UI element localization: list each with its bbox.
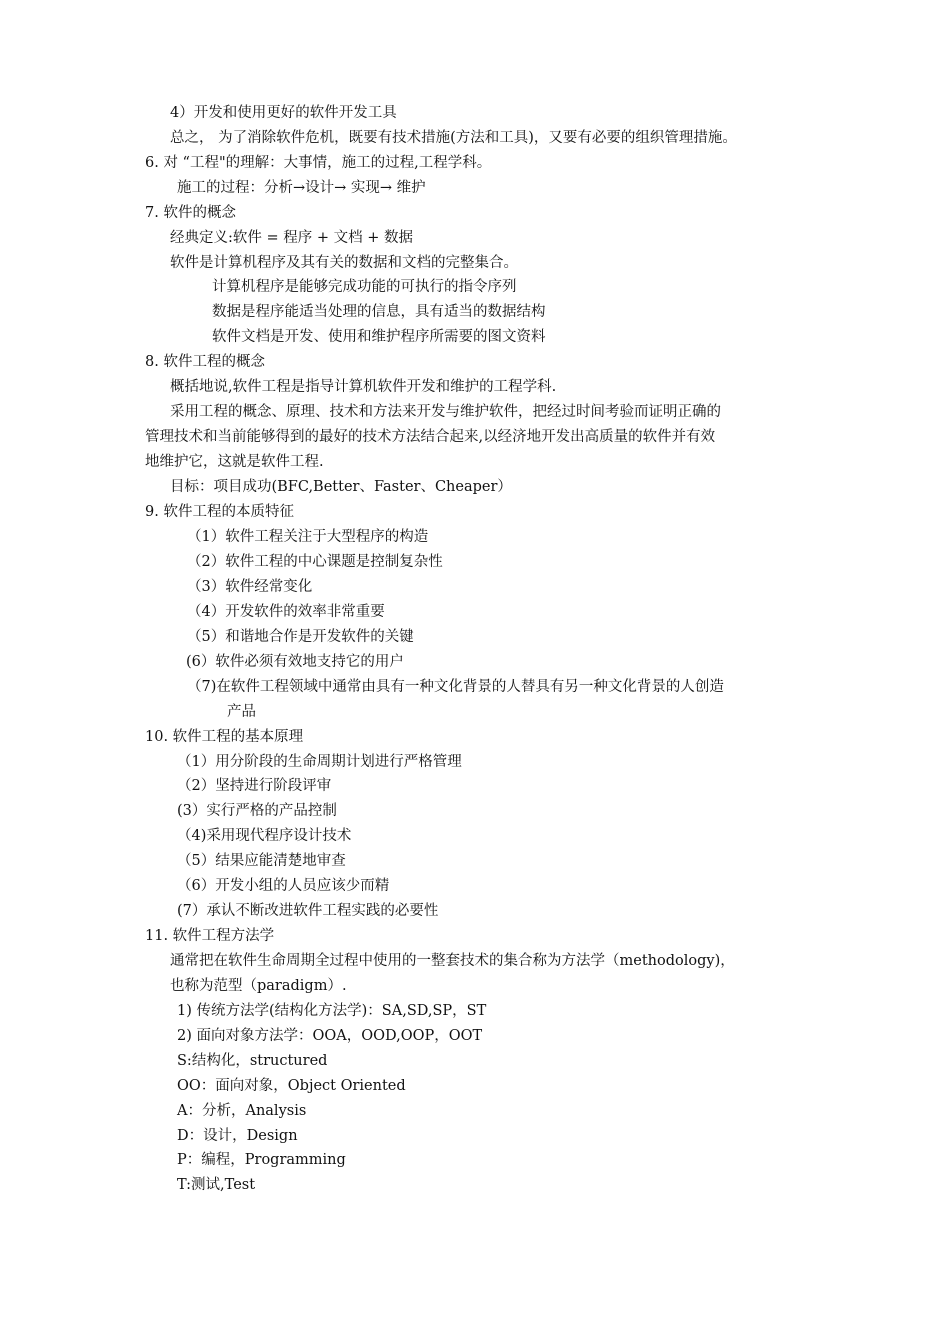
text-line: 软件是计算机程序及其有关的数据和文档的完整集合。 xyxy=(170,255,518,271)
list-item-continuation: 产品 xyxy=(227,704,256,720)
text-line: 经典定义:软件 = 程序 + 文档 + 数据 xyxy=(170,230,413,246)
section-heading: 6. 对 “工程"的理解：大事情，施工的过程,工程学科。 xyxy=(145,155,492,171)
list-item: （7)在软件工程领域中通常由具有一种文化背景的人替具有另一种文化背景的人创造 xyxy=(187,679,724,695)
text-line: 地维护它，这就是软件工程. xyxy=(145,454,324,470)
section-heading: 11. 软件工程方法学 xyxy=(145,928,275,944)
text-line: 管理技术和当前能够得到的最好的技术方法结合起来,以经济地开发出高质量的软件并有效 xyxy=(145,429,716,445)
list-item: （3）软件经常变化 xyxy=(187,579,313,595)
text-line: 采用工程的概念、原理、技术和方法来开发与维护软件，把经过时间考验而证明正确的 xyxy=(170,404,721,420)
text-line: 概括地说,软件工程是指导计算机软件开发和维护的工程学科. xyxy=(170,379,557,395)
text-line: 计算机程序是能够完成功能的可执行的指令序列 xyxy=(212,279,517,295)
text-line: 施工的过程：分析→设计→ 实现→ 维护 xyxy=(177,180,426,196)
list-item: 2) 面向对象方法学：OOA，OOD,OOP，OOT xyxy=(177,1028,483,1044)
text-line: 软件文档是开发、使用和维护程序所需要的图文资料 xyxy=(212,329,546,345)
text-line: T:测试,Test xyxy=(177,1177,256,1193)
text-line: A：分析，Analysis xyxy=(177,1103,307,1119)
text-line: 目标：项目成功(BFC,Better、Faster、Cheaper） xyxy=(170,479,512,495)
text-line: OO：面向对象，Object Oriented xyxy=(177,1078,406,1094)
text-line: S:结构化，structured xyxy=(177,1053,328,1069)
list-item: (7）承认不断改进软件工程实践的必要性 xyxy=(177,903,439,919)
text-line: 数据是程序能适当处理的信息，具有适当的数据结构 xyxy=(212,304,546,320)
text-line: D：设计，Design xyxy=(177,1128,298,1144)
list-item: （4）开发软件的效率非常重要 xyxy=(187,604,385,620)
list-item: （1）用分阶段的生命周期计划进行严格管理 xyxy=(177,754,462,770)
section-heading: 10. 软件工程的基本原理 xyxy=(145,729,304,745)
text-line: 通常把在软件生命周期全过程中使用的一整套技术的集合称为方法学（methodology)， xyxy=(170,953,735,969)
section-heading: 7. 软件的概念 xyxy=(145,205,236,221)
list-item: （4)采用现代程序设计技术 xyxy=(177,828,352,844)
section-heading: 8. 软件工程的概念 xyxy=(145,354,265,370)
text-line: P：编程，Programming xyxy=(177,1152,346,1168)
text-line: 总之， 为了消除软件危机，既要有技术措施(方法和工具)，又要有必要的组织管理措施。 xyxy=(170,130,737,146)
list-item: （5）结果应能清楚地审查 xyxy=(177,853,346,869)
list-item: （6）开发小组的人员应该少而精 xyxy=(177,878,390,894)
list-item: （1）软件工程关注于大型程序的构造 xyxy=(187,529,429,545)
list-item: （5）和谐地合作是开发软件的关键 xyxy=(187,629,414,645)
list-item: （2）软件工程的中心课题是控制复杂性 xyxy=(187,554,443,570)
text-line: 也称为范型（paradigm）. xyxy=(170,978,347,994)
list-item: （2）坚持进行阶段评审 xyxy=(177,778,332,794)
text-line: 4）开发和使用更好的软件开发工具 xyxy=(170,105,397,121)
list-item: 1) 传统方法学(结构化方法学)：SA,SD,SP，ST xyxy=(177,1003,487,1019)
list-item: (3）实行严格的产品控制 xyxy=(177,803,337,819)
list-item: (6）软件必须有效地支持它的用户 xyxy=(186,654,404,670)
section-heading: 9. 软件工程的本质特征 xyxy=(145,504,294,520)
